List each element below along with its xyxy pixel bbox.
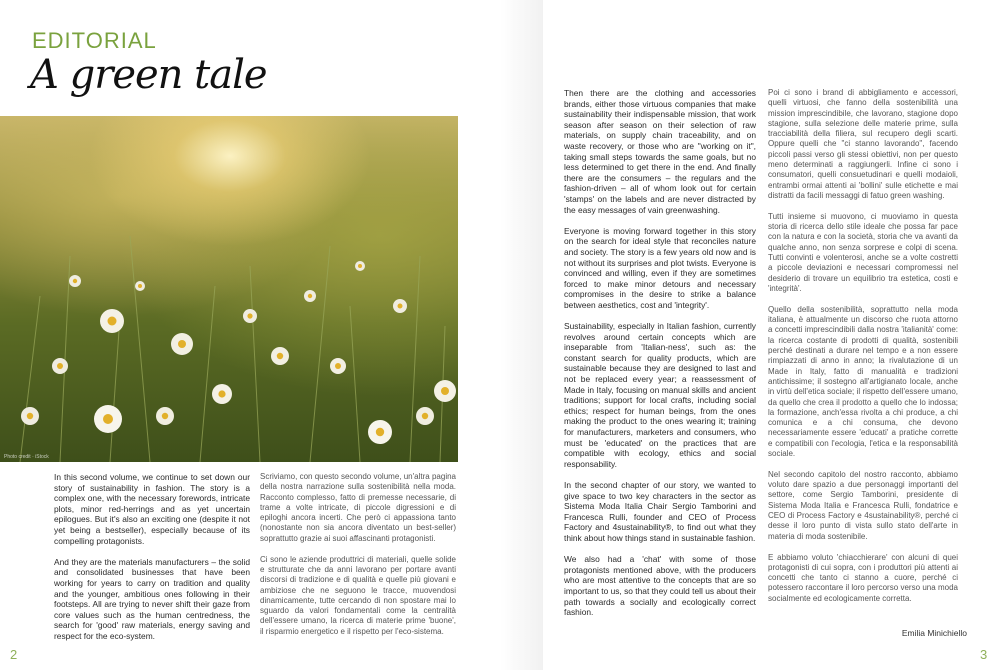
paragraph: Ci sono le aziende produttrici di materiali, quelle solide e strutturate che da anni lavorano per portare avanti discorsi di tradizione e di qualità e quelle più giovani e ambiziose che ne seguono le tracce, muovendosi dinamicamente, tutte cercando di non spostare mai lo sguardo da valori fondamentali come la centralità dell'essere umano, la ricerca di materie prime 'buone', il risparmio energetico e il rispetto per l'eco-sistema. bbox=[260, 554, 456, 636]
daisy-flowers bbox=[21, 261, 456, 444]
english-main-column bbox=[564, 88, 756, 628]
paragraph: Quello della sostenibilità, soprattutto nella moda italiana, è attualmente un discorso che ruota attorno a concetti imprescindibili dalla nostra 'italianità' come: la ricerca costante di prodotti di qualità, sostenibili perché destinati a durare nel tempo e a non essere rimpiazzati di anno in anno; la rivalutazione di un Made in Italy, fatto di manualità e tradizioni antichissime; il sostegno all'artigianato locale, anche in virtù dell'etica sociale; il rispetto dell'essere umano, da quello che crea il prodotto a quello che lo indossa; la formazione, anch'essa rivolta a chi produce, a chi comunica e a chi consuma, che devono necessariamente essere 'educati' a pratiche corrette e compatibili con l'ecologia, l'etica e la responsabilità sociale. bbox=[768, 304, 958, 458]
paragraph: E abbiamo voluto 'chiacchierare' con alcuni di quei protagonisti di cui sopra, con i produttori più attenti ai concetti che tanto ci stanno a cuore, perché ci potessero raccontare il loro percorso verso una moda socialmente ed ecologicamente corretta. bbox=[768, 552, 958, 603]
page-gutter bbox=[500, 0, 543, 670]
paragraph: Tutti insieme si muovono, ci muoviamo in questa storia di ricerca dello stile ideale che possa far pace con la natura e con la società, storia che va avanti da qualche anno, non senza sorprese e colpi di scena. Tutti convinti e volenterosi, anche se a volte costretti a piccole deviazioni e necessari compromessi nel desiderio di trovare un equilibrio tra estetica, costi e 'integrità'. bbox=[768, 211, 958, 293]
page-number-right: 3 bbox=[980, 647, 988, 662]
paragraph: Sustainability, especially in Italian fashion, currently revolves around certain concepts which are inseparable from 'Italian-ness', such as: the constant search for quality products, which are sustainable because they are designed to last and not be replaced every year; a reassessment of Made in Italy, focusing on manual skills and ancient traditions; support for local crafts, including social ethics; respect for human beings, from the ones making the product to the ones wearing it; training for manufacturers, marketers and consumers, who must be 'educated' on the practices that are compatible with ecology, ethics and social responsability. bbox=[564, 321, 756, 469]
paragraph: We also had a 'chat' with some of those protagonists mentioned above, with the producers who are most attentive to the concepts that are so important to us, so that they could tell us about their path towards a socially and ecologically correct fashion. bbox=[564, 554, 756, 618]
page-title: A green tale bbox=[30, 52, 267, 98]
daisy-field-photo bbox=[0, 116, 458, 462]
paragraph: Poi ci sono i brand di abbigliamento e accessori, quelli virtuosi, che fanno della sostenibilità una mission imprescindibile, che lavorano, stagione dopo stagione, sulla selezione delle materie prime, sulla tracciabilità della filiera, sul recupero degli scarti. Oppure quelli che "ci stanno lavorando", facendo piccoli passi verso gli stessi obiettivi, non per questo meno determinati a raggiungerli. Infine ci sono i consumatori, quelli consuetudinari e quelli modaioli, entrambi ormai attenti ai 'bollini' sulle etichette e mai distratti da facili messaggi di fatuo green washing. bbox=[768, 88, 958, 200]
photo-caption: Photo credit · iStock bbox=[4, 454, 49, 460]
paragraph: And they are the materials manufacturers – the solid and consolidated businesses that have been working for years to carry on tradition and quality and the younger, ambitious ones following in their footsteps. All are trying to never shift their gaze from core values such as the human centredness, the search for 'good' raw materials, energy saving and respect for the eco-system. bbox=[54, 556, 250, 641]
paragraph: In this second volume, we continue to set down our story of sustainability in fashion. The story is a complex one, with the necessary forewords, intricate plots, minor red-herrings and as yet uncertain epilogues. But it's also an exciting one (despite it not yet being a bestseller), especially because of its compelling protagonists. bbox=[54, 472, 250, 546]
paragraph: Scriviamo, con questo secondo volume, un'altra pagina della nostra narrazione sulla sostenibilità nella moda. Racconto complesso, fatto di premesse necessarie, di trame a volte intricate, di piccole digressioni e di epiloghi ancora incerti. Che però ci appassiona tanto (nonostante non sia ancora diventato un best-seller) soprattutto grazie ai suoi affascinanti protagonisti. bbox=[260, 472, 456, 543]
paragraph: In the second chapter of our story, we wanted to give space to two key characters in the sector as Sistema Moda Italia Chair Sergio Tamborini and Francesca Rulli, founder and CEO of Process Factory and 4sustainability®, to find out what they think about how things stand in sustainable fashion. bbox=[564, 479, 756, 543]
daisy-field-illustration bbox=[0, 116, 458, 462]
italian-main-column bbox=[768, 88, 958, 615]
italian-intro-column bbox=[260, 472, 456, 648]
paragraph: Nel secondo capitolo del nostro racconto, abbiamo voluto dare spazio a due personaggi importanti del settore, come Sergio Tamborini, presidente di Sistema Moda Italia e Francesca Rulli, fondatrice e CEO di Process Factory e 4sustainability®, perché ci desse il loro punto di vista sullo stato dell'arte in materia di moda sostenibile. bbox=[768, 469, 958, 541]
page-number-left: 2 bbox=[10, 647, 18, 662]
english-intro-column bbox=[54, 472, 250, 652]
author-signature: Emilia Minichiello bbox=[901, 628, 967, 638]
paragraph: Everyone is moving forward together in this story on the search for ideal style that reconciles nature and society. The story is a few years old now and is not without its surprises and plot twists. Everyone is convinced and willing, even if they are sometimes forced to make minor detours and necessary compromises in the desire to strike a balance between aesthetics, cost and 'integrity'. bbox=[564, 225, 756, 310]
paragraph: Then there are the clothing and accessories brands, either those virtuous companies that make sustainability their indispensable mission, that work season after season on their selection of raw materials, on supply chain traceability, and on waste recovery, or those who are "working on it", taking small steps towards the same goals, but no less determined to get there in the end. And finally there are the consumers – the regulars and the fashion-driven – all of whom look out for certain 'stamps' on the labels and are never distracted by the easy messages of vain greenwashing. bbox=[564, 88, 756, 215]
section-label: EDITORIAL bbox=[32, 28, 157, 53]
